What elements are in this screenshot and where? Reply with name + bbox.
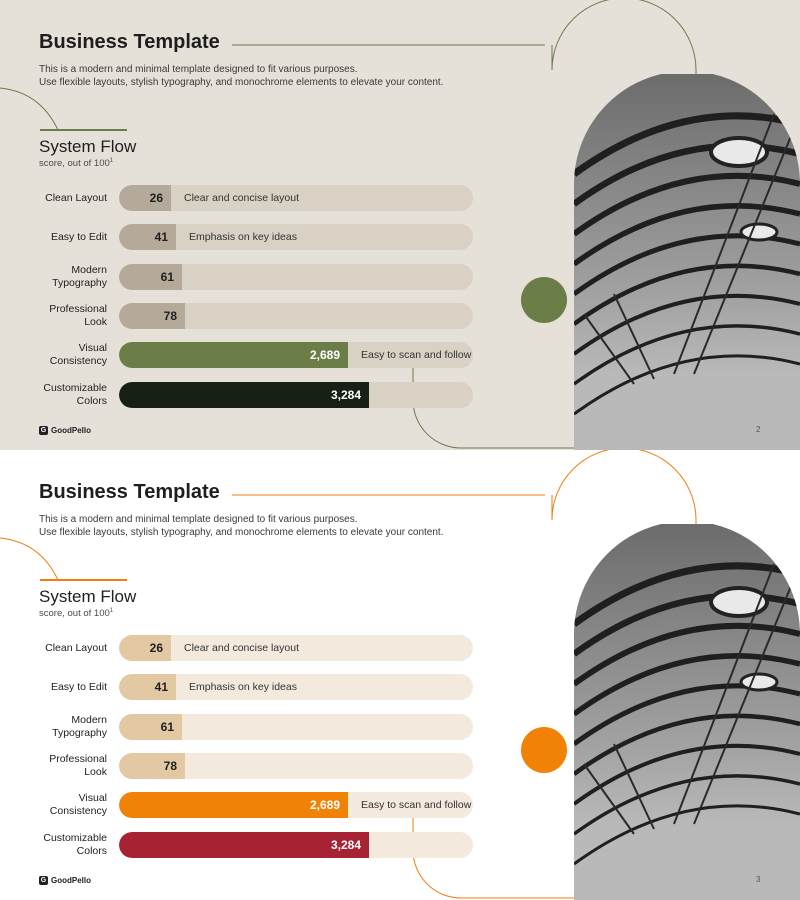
data-label: 26 [149, 641, 163, 655]
category-label-line: Consistency [49, 355, 107, 367]
data-label: 3,284 [330, 388, 361, 402]
bar-track [119, 674, 473, 700]
category-label-line: Professional [49, 753, 107, 765]
photo-graphic [574, 524, 800, 900]
slide-2 [0, 450, 800, 900]
category-label-line: Customizable [43, 832, 107, 844]
data-label: 41 [154, 680, 168, 694]
category-label [0, 185, 107, 211]
description-line: Use flexible layouts, stylish typography, and monochrome elements to elevate your content. [39, 527, 444, 538]
category-label-line: Colors [76, 845, 107, 857]
description-line: This is a modern and minimal template designed to fit various purposes. [39, 514, 358, 525]
category-label [0, 714, 107, 740]
category-label-line: Modern [71, 714, 107, 726]
category-label-line: Colors [76, 395, 107, 407]
data-label: 26 [149, 191, 163, 205]
bar-chart [0, 0, 480, 450]
category-label [0, 342, 107, 368]
category-label-line: Visual [78, 792, 107, 804]
skylight [741, 224, 777, 240]
category-label [0, 674, 107, 700]
bar-track [119, 832, 473, 858]
data-label: 61 [160, 720, 174, 734]
category-label [0, 382, 107, 408]
bar-annotation: Emphasis on key ideas [189, 231, 297, 243]
arch-photo [574, 74, 800, 450]
section-title: System Flow [39, 587, 137, 606]
category-label-text [43, 382, 107, 408]
category-label [0, 753, 107, 779]
bar-chart [0, 450, 480, 900]
arch-photo [574, 524, 800, 900]
data-label: 78 [163, 309, 177, 323]
footnote-marker: 1 [109, 158, 114, 164]
category-label [0, 264, 107, 290]
data-label: 78 [163, 759, 177, 773]
category-label-line: Easy to Edit [50, 680, 107, 693]
subtitle-text: score, out of 100 [39, 608, 110, 620]
category-label [0, 792, 107, 818]
bar-annotation: Clear and concise layout [184, 642, 299, 654]
bar-annotation: Easy to scan and follow [361, 799, 472, 811]
photo-graphic [574, 74, 800, 450]
bar-track [119, 635, 473, 661]
bar-track [119, 792, 473, 818]
photo-floor [574, 824, 800, 900]
page-number: 3 [756, 875, 761, 884]
data-label: 41 [154, 230, 168, 244]
bar-track [119, 264, 473, 290]
data-label: 61 [160, 270, 174, 284]
bar-track [119, 303, 473, 329]
data-label: 2,689 [309, 798, 340, 812]
bar-track [119, 753, 473, 779]
footnote-marker: 1 [109, 608, 114, 614]
logo [39, 876, 91, 885]
logo-icon: G [40, 427, 47, 434]
page-title: Business Template [39, 481, 220, 503]
category-label [0, 832, 107, 858]
category-label [0, 224, 107, 250]
category-label-line: Look [84, 766, 107, 778]
page-title: Business Template [39, 31, 220, 53]
accent-circle [521, 277, 567, 323]
data-label: 2,689 [309, 348, 340, 362]
category-label-text [52, 714, 107, 740]
bar-track [119, 714, 473, 740]
logo-icon: G [40, 877, 47, 884]
category-label-line: Modern [71, 264, 107, 276]
bar-annotation: Easy to scan and follow [361, 349, 472, 361]
category-label-text [50, 342, 107, 368]
logo-text: GoodPello [51, 426, 91, 435]
bar-track [119, 382, 473, 408]
category-label-line: Visual [78, 342, 107, 354]
category-label-text [49, 303, 107, 329]
subtitle-text: score, out of 100 [39, 158, 110, 170]
category-label-text [43, 832, 107, 858]
category-label-line: Typography [52, 277, 107, 289]
category-label-text [45, 642, 107, 655]
category-label-text [50, 792, 107, 818]
logo-text: GoodPello [51, 876, 91, 885]
bar-track [119, 185, 473, 211]
category-label-line: Customizable [43, 382, 107, 394]
category-label-text [51, 231, 107, 244]
category-label-line: Typography [52, 727, 107, 739]
category-label-text [51, 681, 107, 694]
description-line: This is a modern and minimal template designed to fit various purposes. [39, 64, 358, 75]
logo [39, 426, 91, 435]
accent-circle [521, 727, 567, 773]
section-title: System Flow [39, 137, 137, 156]
category-label-line: Consistency [49, 805, 107, 817]
category-label [0, 303, 107, 329]
category-label-text [49, 753, 107, 779]
data-label: 3,284 [330, 838, 361, 852]
category-label-text [52, 264, 107, 290]
bar-annotation: Emphasis on key ideas [189, 681, 297, 693]
category-label [0, 635, 107, 661]
page-number: 2 [756, 425, 761, 434]
photo-floor [574, 374, 800, 450]
description-line: Use flexible layouts, stylish typography, and monochrome elements to elevate your content. [39, 77, 444, 88]
category-label-line: Easy to Edit [50, 230, 107, 243]
category-label-text [45, 192, 107, 205]
category-label-line: Professional [49, 303, 107, 315]
category-label-line: Look [84, 316, 107, 328]
skylight [741, 674, 777, 690]
bar-track [119, 342, 473, 368]
category-label-line: Clean Layout [45, 191, 107, 204]
bar-track [119, 224, 473, 250]
category-label-line: Clean Layout [45, 641, 107, 654]
bar-annotation: Clear and concise layout [184, 192, 299, 204]
